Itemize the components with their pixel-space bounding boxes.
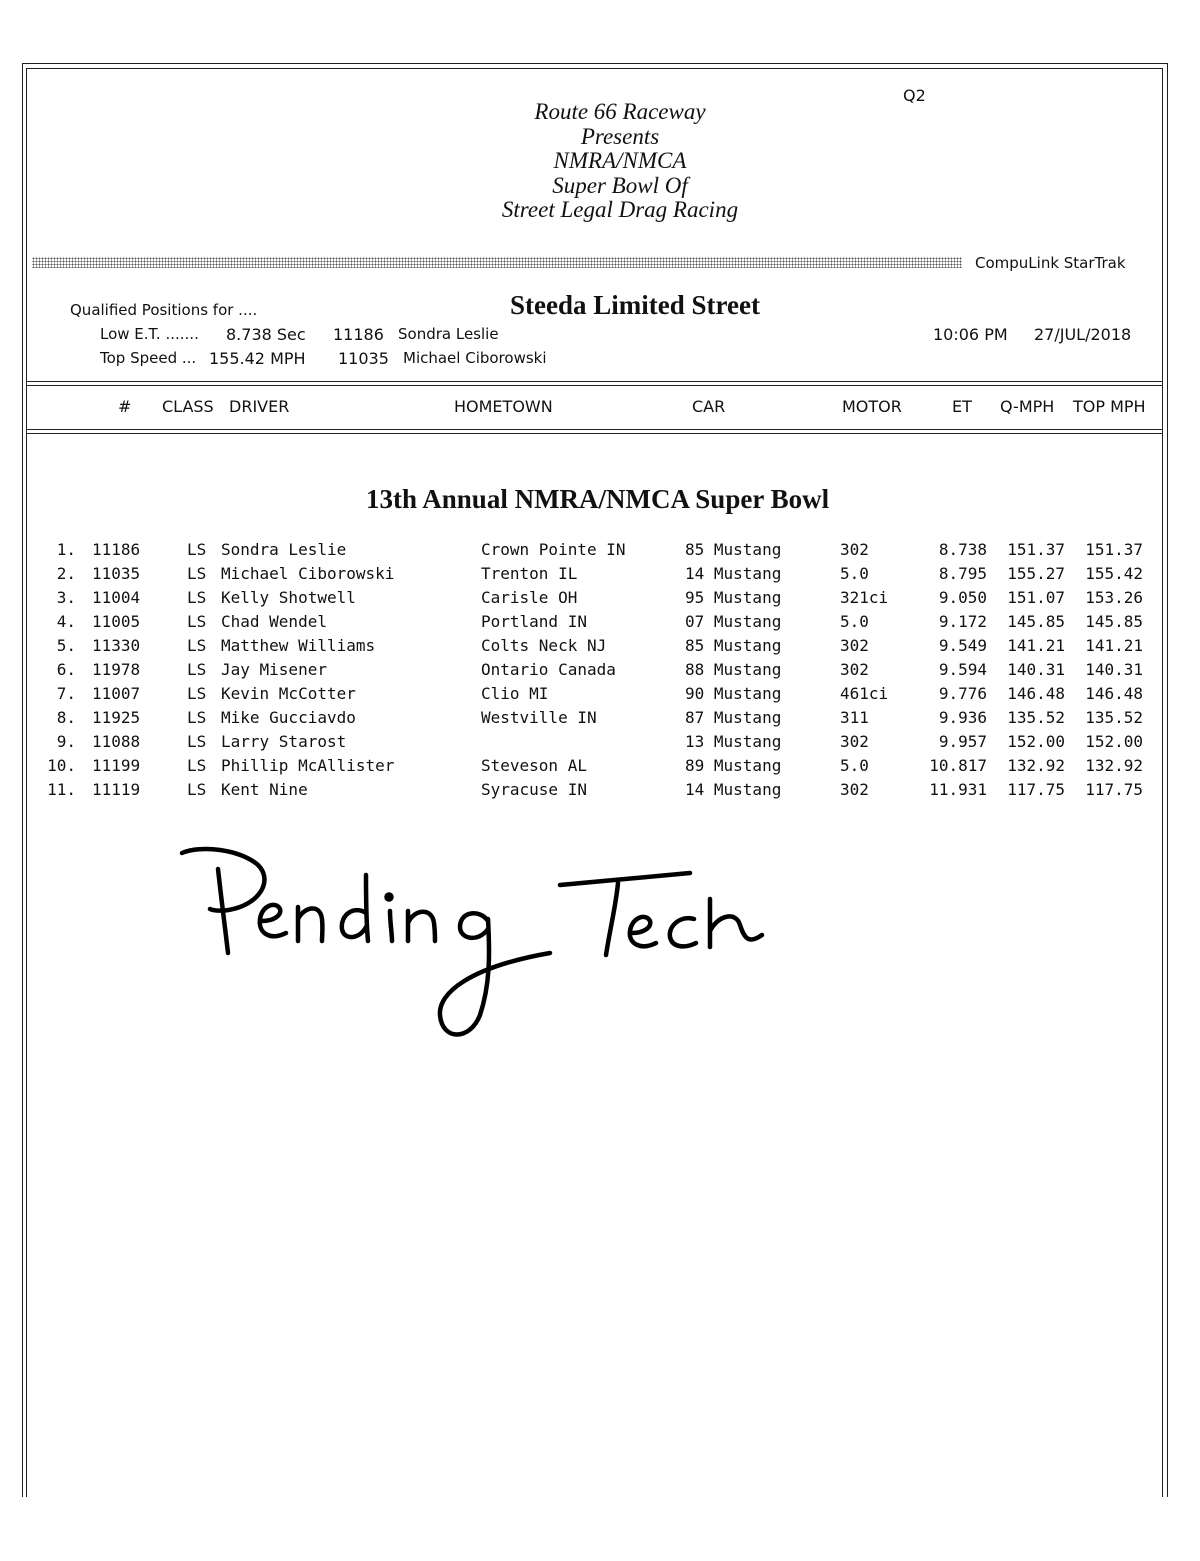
et-cell: 9.549 [938, 636, 987, 655]
class-cell: LS [187, 708, 207, 727]
qmph-cell: 140.31 [1007, 660, 1065, 679]
car-cell: 07 Mustang [685, 612, 782, 631]
et-cell: 8.738 [938, 540, 987, 559]
position-cell: 1. [56, 540, 76, 559]
position-cell: 8. [56, 708, 76, 727]
et-cell: 8.795 [938, 564, 987, 583]
position-cell: 11. [47, 780, 76, 799]
et-cell: 9.594 [938, 660, 987, 679]
table-row [0, 612, 1200, 636]
qmph-cell: 145.85 [1007, 612, 1065, 631]
top-speed-label: Top Speed ... [100, 349, 197, 367]
car-cell: 95 Mustang [685, 588, 782, 607]
table-row [0, 684, 1200, 708]
top-mph-cell: 155.42 [1085, 564, 1143, 583]
car-cell: 14 Mustang [685, 564, 782, 583]
car-number-cell: 11330 [92, 636, 141, 655]
car-number-cell: 11004 [92, 588, 141, 607]
table-row [0, 636, 1200, 660]
col-header-qmph: Q-MPH [1000, 397, 1055, 416]
hometown-cell: Carisle OH [481, 588, 578, 607]
low-et-driver: Sondra Leslie [398, 325, 499, 343]
driver-cell: Sondra Leslie [221, 540, 347, 559]
qmph-cell: 155.27 [1007, 564, 1065, 583]
hometown-cell: Westville IN [481, 708, 597, 727]
class-title: Steeda Limited Street [510, 290, 760, 320]
motor-cell: 302 [840, 732, 869, 751]
position-cell: 10. [47, 756, 76, 775]
title-line-3: NMRA/NMCA [553, 148, 687, 173]
handwritten-note [170, 835, 790, 1095]
qmph-cell: 135.52 [1007, 708, 1065, 727]
car-cell: 14 Mustang [685, 780, 782, 799]
col-header-hometown: HOMETOWN [454, 397, 553, 416]
class-cell: LS [187, 588, 207, 607]
driver-cell: Matthew Williams [221, 636, 376, 655]
hometown-cell: Portland IN [481, 612, 587, 631]
position-cell: 7. [56, 684, 76, 703]
low-et-label: Low E.T. ....... [100, 325, 199, 343]
et-cell: 10.817 [929, 756, 987, 775]
header-rule-bottom-2 [26, 433, 1162, 434]
motor-cell: 5.0 [840, 612, 869, 631]
class-cell: LS [187, 684, 207, 703]
table-row [0, 564, 1200, 588]
table-row [0, 732, 1200, 756]
qmph-cell: 152.00 [1007, 732, 1065, 751]
top-mph-cell: 145.85 [1085, 612, 1143, 631]
qmph-cell: 117.75 [1007, 780, 1065, 799]
car-number-cell: 11199 [92, 756, 141, 775]
driver-cell: Larry Starost [221, 732, 347, 751]
top-mph-cell: 146.48 [1085, 684, 1143, 703]
driver-cell: Jay Misener [221, 660, 327, 679]
class-cell: LS [187, 540, 207, 559]
car-cell: 85 Mustang [685, 636, 782, 655]
driver-cell: Mike Gucciavdo [221, 708, 356, 727]
position-cell: 5. [56, 636, 76, 655]
et-cell: 9.050 [938, 588, 987, 607]
header-rule-top-1 [26, 381, 1162, 382]
top-mph-cell: 151.37 [1085, 540, 1143, 559]
title-line-4: Super Bowl Of [552, 172, 688, 198]
top-mph-cell: 140.31 [1085, 660, 1143, 679]
col-header-class: CLASS [162, 397, 214, 416]
hometown-cell: Syracuse IN [481, 780, 587, 799]
hometown-cell: Crown Pointe IN [481, 540, 626, 559]
col-header-car: CAR [692, 397, 726, 416]
top-mph-cell: 152.00 [1085, 732, 1143, 751]
car-number-cell: 11007 [92, 684, 141, 703]
top-mph-cell: 132.92 [1085, 756, 1143, 775]
qmph-cell: 151.37 [1007, 540, 1065, 559]
col-header-motor: MOTOR [842, 397, 902, 416]
table-row [0, 756, 1200, 780]
qmph-cell: 141.21 [1007, 636, 1065, 655]
car-cell: 85 Mustang [685, 540, 782, 559]
top-mph-cell: 153.26 [1085, 588, 1143, 607]
table-row [0, 660, 1200, 684]
top-mph-cell: 141.21 [1085, 636, 1143, 655]
col-header-num: # [118, 397, 132, 416]
corner-code: Q2 [903, 86, 926, 105]
dotted-separator [32, 257, 962, 268]
class-cell: LS [187, 732, 207, 751]
low-et-number: 11186 [333, 325, 384, 344]
et-cell: 9.172 [938, 612, 987, 631]
motor-cell: 5.0 [840, 756, 869, 775]
top-mph-cell: 135.52 [1085, 708, 1143, 727]
frame-top-outer [22, 63, 1167, 64]
motor-cell: 302 [840, 636, 869, 655]
driver-cell: Kevin McCotter [221, 684, 356, 703]
low-et-value: 8.738 Sec [226, 325, 306, 344]
class-cell: LS [187, 564, 207, 583]
driver-cell: Phillip McAllister [221, 756, 395, 775]
col-header-topmph: TOP MPH [1073, 397, 1146, 416]
qmph-cell: 132.92 [1007, 756, 1065, 775]
car-cell: 13 Mustang [685, 732, 782, 751]
driver-cell: Kent Nine [221, 780, 308, 799]
top-speed-number: 11035 [338, 349, 389, 368]
report-date: 27/JUL/2018 [1034, 325, 1132, 344]
title-line-5: Street Legal Drag Racing [501, 197, 739, 222]
top-speed-value: 155.42 MPH [209, 349, 306, 368]
top-mph-cell: 117.75 [1085, 780, 1143, 799]
car-number-cell: 11978 [92, 660, 141, 679]
title-line-2: Presents [580, 123, 660, 149]
top-speed-driver: Michael Ciborowski [403, 349, 547, 367]
table-row [0, 588, 1200, 612]
position-cell: 3. [56, 588, 76, 607]
position-cell: 4. [56, 612, 76, 631]
position-cell: 6. [56, 660, 76, 679]
frame-top-inner [26, 68, 1163, 69]
qmph-cell: 146.48 [1007, 684, 1065, 703]
car-cell: 87 Mustang [685, 708, 782, 727]
car-number-cell: 11035 [92, 564, 141, 583]
hometown-cell: Clio MI [481, 684, 549, 703]
et-cell: 9.776 [938, 684, 987, 703]
car-cell: 90 Mustang [685, 684, 782, 703]
car-number-cell: 11088 [92, 732, 141, 751]
hometown-cell: Ontario Canada [481, 660, 616, 679]
header-rule-bottom-1 [26, 429, 1162, 430]
position-cell: 9. [56, 732, 76, 751]
car-number-cell: 11925 [92, 708, 141, 727]
et-cell: 9.936 [938, 708, 987, 727]
hometown-cell: Trenton IL [481, 564, 578, 583]
car-number-cell: 11119 [92, 780, 141, 799]
report-time: 10:06 PM [933, 325, 1008, 344]
motor-cell: 461ci [840, 684, 889, 703]
class-cell: LS [187, 636, 207, 655]
driver-cell: Michael Ciborowski [221, 564, 395, 583]
et-cell: 9.957 [938, 732, 987, 751]
table-row [0, 540, 1200, 564]
driver-cell: Kelly Shotwell [221, 588, 356, 607]
motor-cell: 302 [840, 660, 869, 679]
hometown-cell: Steveson AL [481, 756, 587, 775]
motor-cell: 302 [840, 540, 869, 559]
qmph-cell: 151.07 [1007, 588, 1065, 607]
col-header-et: ET [952, 397, 972, 416]
car-number-cell: 11186 [92, 540, 141, 559]
system-label: CompuLink StarTrak [975, 254, 1126, 272]
car-cell: 89 Mustang [685, 756, 782, 775]
class-cell: LS [187, 660, 207, 679]
header-rule-top-2 [26, 385, 1162, 386]
class-cell: LS [187, 612, 207, 631]
motor-cell: 5.0 [840, 564, 869, 583]
qualified-label: Qualified Positions for .... [70, 301, 258, 319]
table-row [0, 708, 1200, 732]
event-title: 13th Annual NMRA/NMCA Super Bowl [366, 484, 830, 514]
class-cell: LS [187, 756, 207, 775]
position-cell: 2. [56, 564, 76, 583]
title-line-1: Route 66 Raceway [534, 99, 706, 124]
table-row [0, 780, 1200, 804]
motor-cell: 311 [840, 708, 869, 727]
et-cell: 11.931 [929, 780, 987, 799]
col-header-driver: DRIVER [229, 397, 290, 416]
motor-cell: 302 [840, 780, 869, 799]
driver-cell: Chad Wendel [221, 612, 327, 631]
motor-cell: 321ci [840, 588, 889, 607]
car-cell: 88 Mustang [685, 660, 782, 679]
car-number-cell: 11005 [92, 612, 141, 631]
class-cell: LS [187, 780, 207, 799]
hometown-cell: Colts Neck NJ [481, 636, 607, 655]
report-title [400, 100, 840, 223]
